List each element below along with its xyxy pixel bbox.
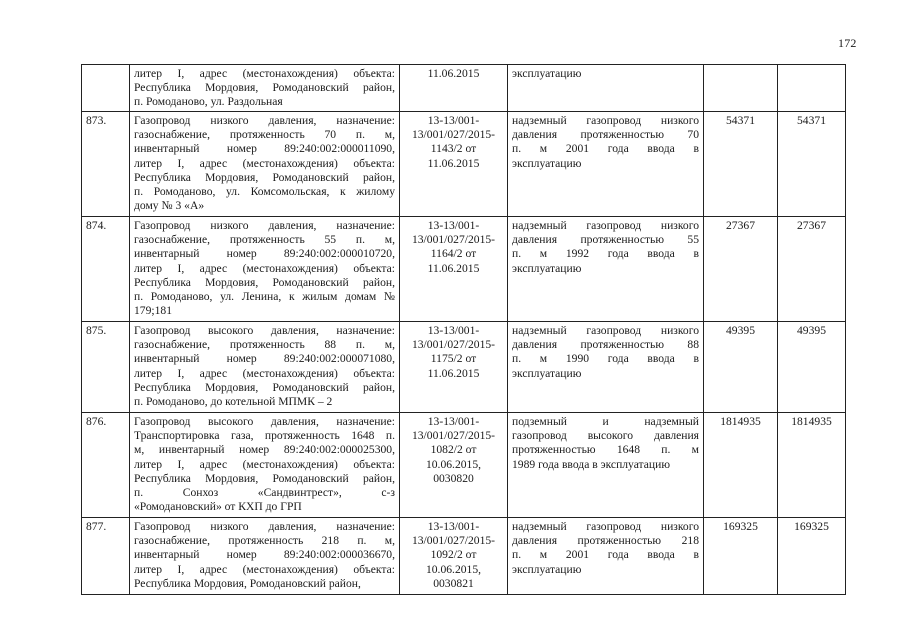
balance-value-cell: 27367 [704, 217, 778, 322]
cell-text-line: п. Ромоданово, до котельной МПМК – 2 [134, 395, 333, 409]
cell-text-line: эксплуатацию [512, 261, 582, 275]
cell-text-line: инвентарный номер 89:240:002:000036670, [134, 548, 395, 562]
cell-text-line: 13-13/001- [427, 324, 480, 337]
cell-text-line: газоснабжение, протяженность 55 п. м, [134, 233, 395, 247]
residual-value-cell: 169325 [778, 518, 846, 595]
table-row [82, 217, 846, 322]
cell-text-line: литер I, адрес (местонахождения) объекта: [134, 156, 395, 170]
cell-text-line: газоснабжение, протяженность 70 п. м, [134, 128, 395, 142]
cell-text-line: 13/001/027/2015- [411, 233, 496, 247]
cell-text-line: м, инвентарный номер 89:240:002:000025300, [134, 443, 395, 457]
cell-text-line: 13-13/001- [427, 520, 480, 533]
cell-text-line: 1989 года ввода в эксплуатацию [512, 457, 670, 471]
row-number-cell: 875. [82, 322, 130, 413]
cell-text-line: газоснабжение, протяженность 88 п. м, [134, 338, 395, 352]
cell-text-line: п. м 1992 года ввода в [512, 247, 699, 261]
row-number-cell: 873. [82, 112, 130, 217]
cell-text-line: Республика Мордовия, Ромодановский район, [134, 471, 395, 485]
cell-text-line: 10.06.2015, [425, 457, 482, 471]
characteristics-cell [508, 518, 704, 595]
cell-text-line: 10.06.2015, [425, 562, 482, 576]
cell-text-line: инвентарный номер 89:240:002:000071080, [134, 352, 395, 366]
cell-text-line: 11.06.2015 [427, 366, 480, 380]
object-description-cell [130, 65, 400, 112]
cell-text-line: эксплуатацию [512, 67, 582, 80]
residual-value-cell: 1814935 [778, 413, 846, 518]
cell-text-line: 13/001/027/2015- [411, 429, 496, 443]
cell-text-line: 0030820 [433, 471, 474, 485]
row-number-cell: 877. [82, 518, 130, 595]
cell-text-line: протяженностью 1648 п. м [512, 443, 699, 457]
cell-text-line: 13/001/027/2015- [411, 338, 496, 352]
cell-text-line: подземный и надземный [512, 415, 699, 428]
balance-value-cell: 54371 [704, 112, 778, 217]
cell-text-line: литер I, адрес (местонахождения) объекта: [134, 261, 395, 275]
cell-text-line: п. м 1990 года ввода в [512, 352, 699, 366]
cell-text-line: литер I, адрес (местонахождения) объекта: [134, 67, 395, 80]
cell-text-line: п. Ромоданово, ул. Ленина, к жилым домам № [134, 290, 395, 304]
cell-text-line: газоснабжение, протяженность 218 п. м, [134, 534, 395, 548]
cell-text-line: Республика Мордовия, Ромодановский район, [134, 170, 395, 184]
cell-text-line: эксплуатацию [512, 156, 582, 170]
cell-text-line: п. м 2001 года ввода в [512, 548, 699, 562]
table-row [82, 413, 846, 518]
balance-value-cell: 1814935 [704, 413, 778, 518]
object-description-cell [130, 322, 400, 413]
cell-text-line: 1175/2 от [430, 352, 477, 366]
cell-text-line: п. Ромоданово, ул. Комсомольская, к жилому [134, 185, 395, 199]
object-description-cell [130, 413, 400, 518]
registration-cell [400, 112, 508, 217]
cell-text-line: Газопровод низкого давления, назначение: [134, 520, 395, 533]
cell-text-line: давления протяженностью 218 [512, 534, 699, 548]
cell-text-line: эксплуатацию [512, 562, 582, 576]
object-description-cell [130, 112, 400, 217]
page-number: 172 [838, 36, 857, 50]
registry-table-body [82, 65, 846, 595]
registration-cell [400, 65, 508, 112]
cell-text-line: п. м 2001 года ввода в [512, 142, 699, 156]
cell-text-line: 1082/2 от [430, 443, 477, 457]
residual-value-cell [778, 65, 846, 112]
table-row [82, 112, 846, 217]
cell-text-line: литер I, адрес (местонахождения) объекта: [134, 366, 395, 380]
cell-text-line: Республика Мордовия, Ромодановский район, [134, 275, 395, 289]
characteristics-cell [508, 112, 704, 217]
object-description-cell [130, 217, 400, 322]
cell-text-line: 11.06.2015 [427, 67, 480, 80]
table-row [82, 322, 846, 413]
registration-cell [400, 217, 508, 322]
cell-text-line: 11.06.2015 [427, 261, 480, 275]
cell-text-line: литер I, адрес (местонахождения) объекта: [134, 562, 395, 576]
characteristics-cell [508, 322, 704, 413]
registration-cell [400, 322, 508, 413]
cell-text-line: надземный газопровод низкого [512, 520, 699, 533]
cell-text-line: эксплуатацию [512, 366, 582, 380]
characteristics-cell [508, 65, 704, 112]
table-row [82, 518, 846, 595]
cell-text-line: 0030821 [433, 576, 474, 590]
balance-value-cell: 169325 [704, 518, 778, 595]
cell-text-line: 1164/2 от [430, 247, 477, 261]
cell-text-line: литер I, адрес (местонахождения) объекта: [134, 457, 395, 471]
cell-text-line: 1143/2 от [430, 142, 477, 156]
registration-cell [400, 518, 508, 595]
cell-text-line: газопровод высокого давления [512, 429, 699, 443]
row-number-cell: 874. [82, 217, 130, 322]
cell-text-line: Газопровод низкого давления, назначение: [134, 219, 395, 232]
cell-text-line: «Ромодановский» от КХП до ГРП [134, 500, 302, 514]
cell-text-line: Газопровод высокого давления, назначение: [134, 415, 395, 428]
balance-value-cell: 49395 [704, 322, 778, 413]
row-number-cell [82, 65, 130, 112]
cell-text-line: Транспортировка газа, протяженность 1648 п. [134, 429, 395, 443]
cell-text-line: 13-13/001- [427, 415, 480, 428]
object-description-cell [130, 518, 400, 595]
cell-text-line: п. Ромоданово, ул. Раздольная [134, 95, 283, 109]
cell-text-line: Республика Мордовия, Ромодановский район, [134, 380, 395, 394]
cell-text-line: надземный газопровод низкого [512, 114, 699, 127]
cell-text-line: Газопровод низкого давления, назначение: [134, 114, 395, 127]
cell-text-line: давления протяженностью 70 [512, 128, 699, 142]
characteristics-cell [508, 217, 704, 322]
registration-cell [400, 413, 508, 518]
cell-text-line: дому № 3 «А» [134, 199, 205, 213]
cell-text-line: надземный газопровод низкого [512, 324, 699, 337]
cell-text-line: давления протяженностью 55 [512, 233, 699, 247]
residual-value-cell: 49395 [778, 322, 846, 413]
cell-text-line: Республика Мордовия, Ромодановский район, [134, 576, 361, 590]
row-number-cell: 876. [82, 413, 130, 518]
cell-text-line: п. Сонхоз «Сандвинтрест», с-з [134, 486, 395, 500]
cell-text-line: 13/001/027/2015- [411, 534, 496, 548]
table-row [82, 65, 846, 112]
characteristics-cell [508, 413, 704, 518]
balance-value-cell [704, 65, 778, 112]
cell-text-line: Газопровод высокого давления, назначение: [134, 324, 395, 337]
cell-text-line: давления протяженностью 88 [512, 338, 699, 352]
cell-text-line: 1092/2 от [430, 548, 477, 562]
cell-text-line: 13-13/001- [427, 114, 480, 127]
residual-value-cell: 54371 [778, 112, 846, 217]
residual-value-cell: 27367 [778, 217, 846, 322]
cell-text-line: 13-13/001- [427, 219, 480, 232]
registry-table [81, 64, 846, 595]
cell-text-line: инвентарный номер 89:240:002:000011090, [134, 142, 395, 156]
cell-text-line: 179;181 [134, 304, 173, 318]
cell-text-line: Республика Мордовия, Ромодановский район, [134, 81, 395, 95]
cell-text-line: надземный газопровод низкого [512, 219, 699, 232]
cell-text-line: 11.06.2015 [427, 156, 480, 170]
cell-text-line: 13/001/027/2015- [411, 128, 496, 142]
cell-text-line: инвентарный номер 89:240:002:000010720, [134, 247, 395, 261]
